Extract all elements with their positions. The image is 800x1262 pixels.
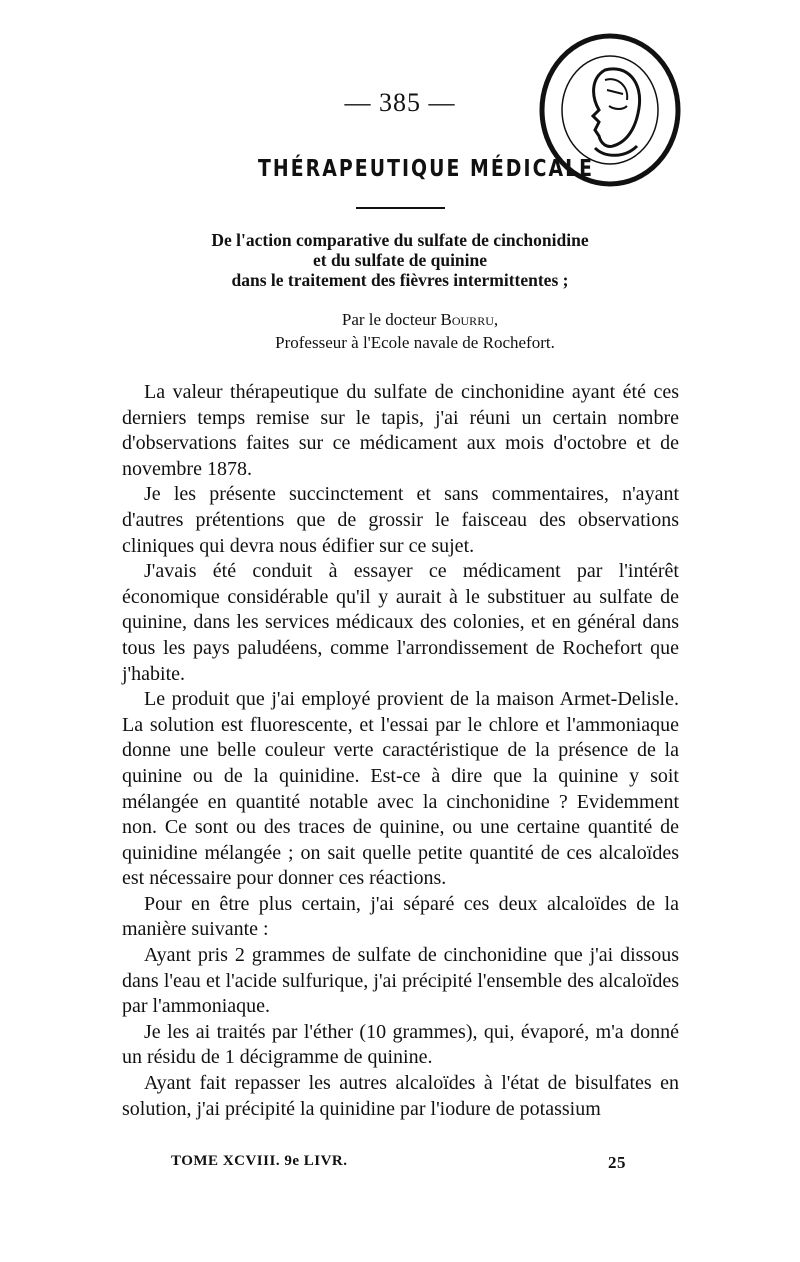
byline [100,308,700,354]
paragraph: Pour en être plus certain, j'ai séparé ces deux alcaloïdes de la manière suivante : [122,892,679,941]
article-title-line: dans le traitement des fièvres intermittentes ; [231,270,569,290]
section-title: THÉRAPEUTIQUE MÉDICALE [258,156,595,182]
author-prefix: Par le docteur [341,310,441,329]
page-footer [171,1153,626,1175]
paragraph: Le produit que j'ai employé provient de la maison Armet-Delisle. La solution est fluorescente, et l'essai par le chlore et l'ammoniaque donne une belle couleur verte caractéristique de la présence de la quinine ou de la quinidine. Est-ce à dire que la quinine y soit mélangée en quantité notable avec la cinchonidine ? Evidemment non. Ce sont ou des traces de quinine, ou une certaine quantité de quinidine mélangée ; on sait quelle petite quantité de ces alcaloïdes est nécessaire pour donner ces réactions. [122,688,679,890]
article-body [122,380,679,1122]
article-title-line: De l'action comparative du sulfate de cinchonidine [211,230,589,250]
library-stamp [535,30,685,190]
paragraph: J'avais été conduit à essayer ce médicament par l'intérêt économique considérable qu'il y aurait à le substituer au sulfate de quinine, dans les services médicaux des colonies, et en général dans tous les pays paludéens, comme l'arrondissement de Rochefort que j'habite. [122,560,679,685]
article-title [100,230,700,290]
author-suffix: , [493,310,499,329]
paragraph: Je les ai traités par l'éther (10 grammes), qui, évaporé, m'a donné un résidu de 1 décigramme de quinine. [122,1020,679,1069]
article-title-line: et du sulfate de quinine [312,250,488,270]
seal-icon [542,36,678,184]
title-rule [356,207,445,209]
paragraph: Ayant fait repasser les autres alcaloïdes à l'état de bisulfates en solution, j'ai précipité la quinidine par l'iodure de potassium [122,1072,679,1120]
paragraph: Je les présente succinctement et sans commentaires, n'ayant d'autres prétentions que de grossir le faisceau des observations cliniques qui devra nous édifier sur ce sujet. [122,483,679,557]
paragraph: La valeur thérapeutique du sulfate de cinchonidine ayant été ces derniers temps remise sur le tapis, j'ai réuni un certain nombre d'observations faites sur ce médicament aux mois d'octobre et de novembre 1878. [122,381,679,480]
author-affiliation: Professeur à l'Ecole navale de Rochefort. [275,333,555,352]
gathering-signature: 25 [608,1153,626,1172]
author-name: Bourru [440,310,494,329]
tome-signature: TOME XCVIII. 9e LIVR. [171,1153,348,1169]
page-number: — 385 — [344,88,456,117]
paragraph: Ayant pris 2 grammes de sulfate de cinchonidine que j'ai dissous dans l'eau et l'acide sulfurique, j'ai précipité l'ensemble des alcaloïdes par l'ammoniaque. [122,944,679,1018]
author-line [100,308,700,331]
